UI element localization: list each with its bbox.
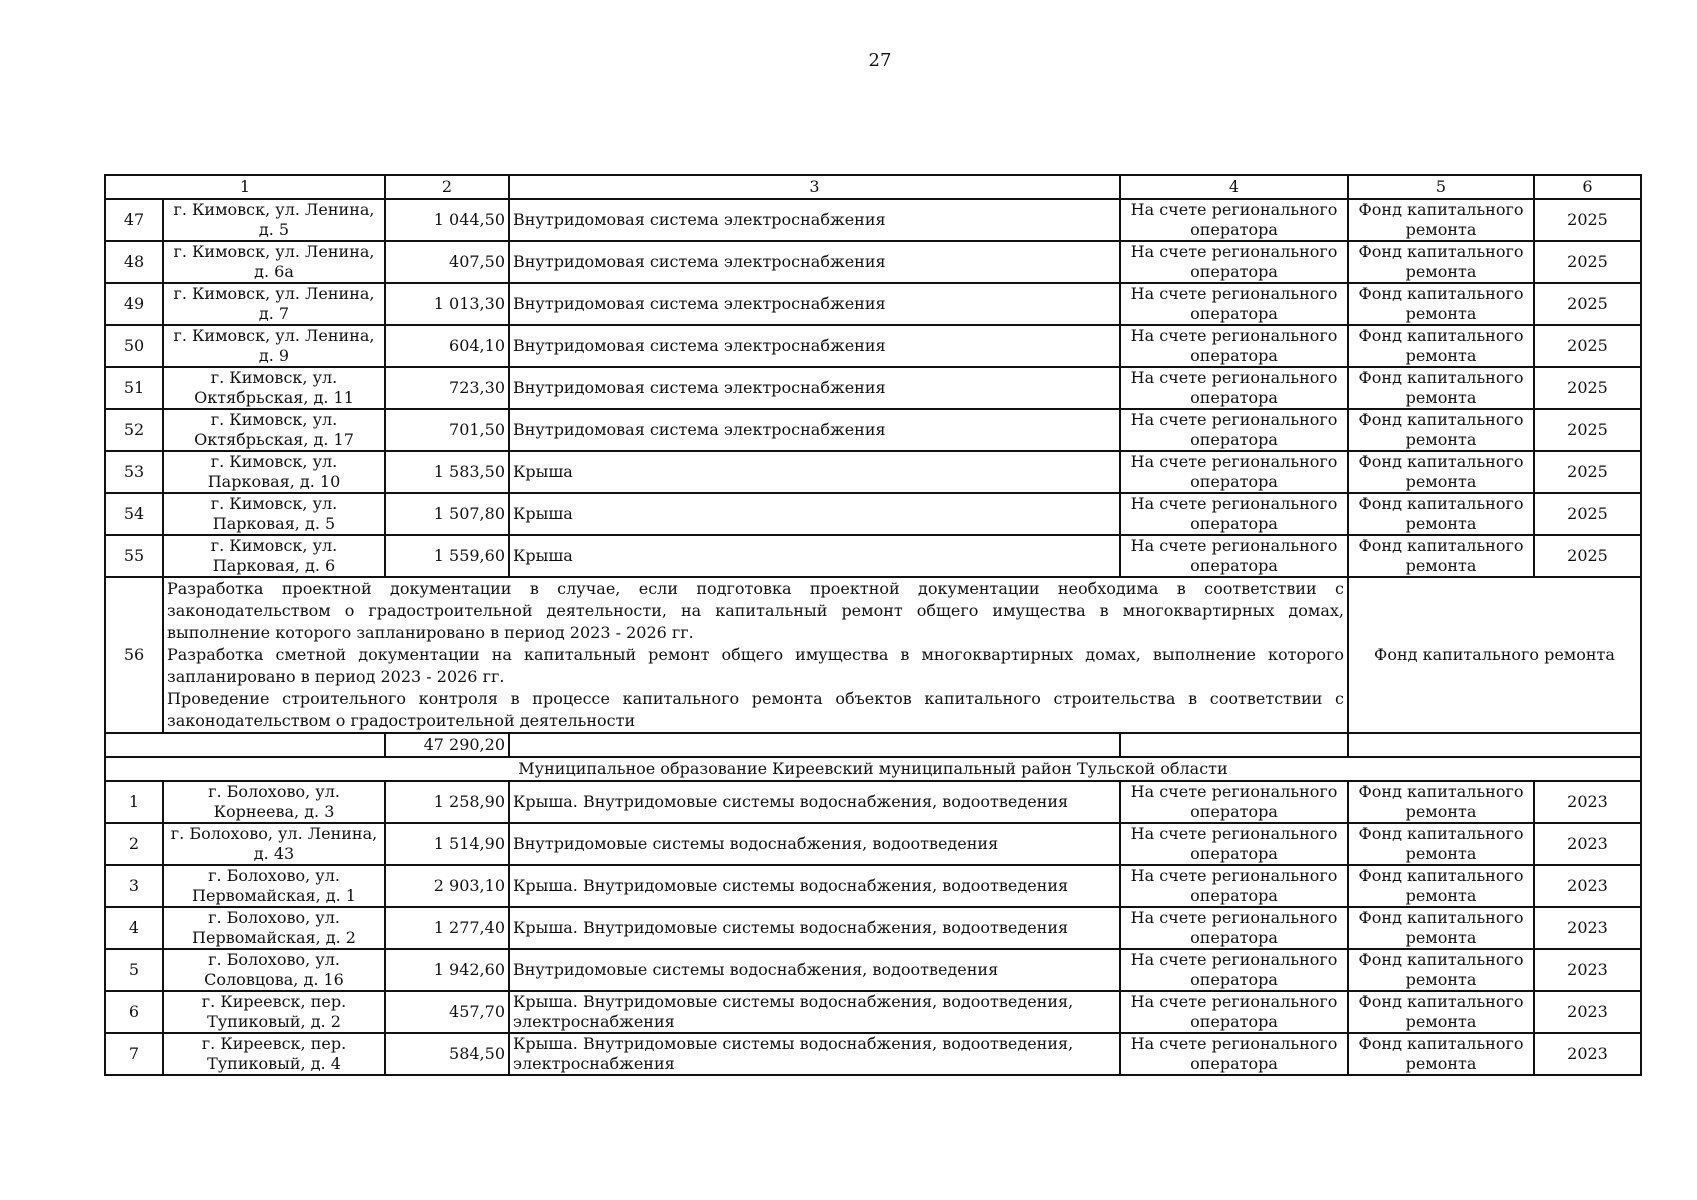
- account-cell: На счете регионального оператора: [1120, 535, 1348, 577]
- year-cell: 2025: [1534, 535, 1641, 577]
- section-title: Муниципальное образование Киреевский муниципальный район Тульской области: [105, 757, 1641, 781]
- header-cell: 4: [1120, 175, 1348, 199]
- funding-source-cell: Фонд капитального ремонта: [1348, 283, 1534, 325]
- funding-source-cell: Фонд капитального ремонта: [1348, 367, 1534, 409]
- table-row: [105, 991, 1641, 1033]
- address-cell: г. Киреевск, пер. Тупиковый, д. 4: [163, 1033, 385, 1075]
- table-row-56: [105, 577, 1641, 733]
- header-cell: 5: [1348, 175, 1534, 199]
- address-cell: г. Кимовск, ул. Октябрьская, д. 17: [163, 409, 385, 451]
- area-cell: 1 277,40: [385, 907, 509, 949]
- table-row: [105, 199, 1641, 241]
- funding-source-cell: Фонд капитального ремонта: [1348, 865, 1534, 907]
- table-row: [105, 409, 1641, 451]
- row-number: 54: [105, 493, 163, 535]
- funding-source-cell: Фонд капитального ремонта: [1348, 451, 1534, 493]
- account-cell: На счете регионального оператора: [1120, 1033, 1348, 1075]
- work-type-cell: Крыша. Внутридомовые системы водоснабжения, водоотведения: [509, 907, 1120, 949]
- header-cell: 2: [385, 175, 509, 199]
- year-cell: 2023: [1534, 991, 1641, 1033]
- work-type-cell: Внутридомовые системы водоснабжения, водоотведения: [509, 949, 1120, 991]
- table-row: [105, 367, 1641, 409]
- row-number: 48: [105, 241, 163, 283]
- work-type-cell: Внутридомовая система электроснабжения: [509, 325, 1120, 367]
- account-cell: На счете регионального оператора: [1120, 199, 1348, 241]
- capital-repair-table: [104, 174, 1642, 1076]
- address-cell: г. Кимовск, ул. Ленина, д. 6а: [163, 241, 385, 283]
- table-row: [105, 283, 1641, 325]
- year-cell: 2025: [1534, 283, 1641, 325]
- table-row: [105, 325, 1641, 367]
- table-body: [105, 175, 1641, 1075]
- account-cell: На счете регионального оператора: [1120, 409, 1348, 451]
- address-cell: г. Болохово, ул. Первомайская, д. 2: [163, 907, 385, 949]
- work-type-cell: Внутридомовая система электроснабжения: [509, 241, 1120, 283]
- funding-source-cell: Фонд капитального ремонта: [1348, 325, 1534, 367]
- address-cell: г. Кимовск, ул. Парковая, д. 10: [163, 451, 385, 493]
- work-type-cell: Крыша: [509, 535, 1120, 577]
- total-row: [105, 733, 1641, 757]
- work-type-cell: Крыша: [509, 493, 1120, 535]
- address-cell: г. Кимовск, ул. Октябрьская, д. 11: [163, 367, 385, 409]
- table-row: [105, 1033, 1641, 1075]
- account-cell: На счете регионального оператора: [1120, 493, 1348, 535]
- total-label-cell: [105, 733, 385, 757]
- year-cell: 2023: [1534, 907, 1641, 949]
- address-cell: г. Кимовск, ул. Ленина, д. 7: [163, 283, 385, 325]
- account-cell: На счете регионального оператора: [1120, 325, 1348, 367]
- funding-source-cell: Фонд капитального ремонта: [1348, 1033, 1534, 1075]
- funding-source: Фонд капитального ремонта: [1348, 577, 1641, 733]
- area-cell: 584,50: [385, 1033, 509, 1075]
- address-cell: г. Киреевск, пер. Тупиковый, д. 2: [163, 991, 385, 1033]
- year-cell: 2023: [1534, 823, 1641, 865]
- row-number: 6: [105, 991, 163, 1033]
- year-cell: 2025: [1534, 493, 1641, 535]
- funding-source-cell: Фонд капитального ремонта: [1348, 409, 1534, 451]
- account-cell: На счете регионального оператора: [1120, 991, 1348, 1033]
- area-cell: 1 559,60: [385, 535, 509, 577]
- work-paragraph: Разработка проектной документации в случае, если подготовка проектной документации необходима в соответствии с законодательством о градостроительной деятельности, на капитальный ремонт общего имущества в многоквартирных домах, выполнение которого запланировано в период 2023 - 2026 гг.: [167, 579, 1344, 642]
- table-row: [105, 535, 1641, 577]
- funding-source-cell: Фонд капитального ремонта: [1348, 991, 1534, 1033]
- work-type-cell: Крыша. Внутридомовые системы водоснабжения, водоотведения, электроснабжения: [509, 991, 1120, 1033]
- account-cell: На счете регионального оператора: [1120, 949, 1348, 991]
- row-number: 50: [105, 325, 163, 367]
- account-cell: На счете регионального оператора: [1120, 823, 1348, 865]
- account-cell: На счете регионального оператора: [1120, 283, 1348, 325]
- row-number: 53: [105, 451, 163, 493]
- row-number: 2: [105, 823, 163, 865]
- funding-source-cell: Фонд капитального ремонта: [1348, 781, 1534, 823]
- empty-cell: [1120, 733, 1348, 757]
- funding-source-cell: Фонд капитального ремонта: [1348, 199, 1534, 241]
- row-number: 3: [105, 865, 163, 907]
- address-cell: г. Болохово, ул. Корнеева, д. 3: [163, 781, 385, 823]
- funding-source-cell: Фонд капитального ремонта: [1348, 535, 1534, 577]
- year-cell: 2025: [1534, 451, 1641, 493]
- area-cell: 1 258,90: [385, 781, 509, 823]
- work-type-cell: Внутридомовая система электроснабжения: [509, 283, 1120, 325]
- area-cell: 701,50: [385, 409, 509, 451]
- work-type-cell: Внутридомовая система электроснабжения: [509, 199, 1120, 241]
- row-number: 47: [105, 199, 163, 241]
- table-row: [105, 781, 1641, 823]
- area-cell: 2 903,10: [385, 865, 509, 907]
- account-cell: На счете регионального оператора: [1120, 241, 1348, 283]
- work-description: [163, 577, 1348, 733]
- total-area: 47 290,20: [385, 733, 509, 757]
- work-paragraph: Проведение строительного контроля в процессе капитального ремонта объектов капитального строительства в соответствии с законодательством о градостроительной деятельности: [167, 689, 1344, 730]
- work-paragraph: Разработка сметной документации на капитальный ремонт общего имущества в многоквартирных домах, выполнение которого запланировано в период 2023 - 2026 гг.: [167, 645, 1344, 686]
- section-row: [105, 757, 1641, 781]
- area-cell: 1 013,30: [385, 283, 509, 325]
- account-cell: На счете регионального оператора: [1120, 451, 1348, 493]
- work-type-cell: Внутридомовая система электроснабжения: [509, 367, 1120, 409]
- address-cell: г. Кимовск, ул. Парковая, д. 6: [163, 535, 385, 577]
- table-row: [105, 241, 1641, 283]
- work-type-cell: Крыша. Внутридомовые системы водоснабжения, водоотведения, электроснабжения: [509, 1033, 1120, 1075]
- table-row: [105, 865, 1641, 907]
- address-cell: г. Кимовск, ул. Ленина, д. 5: [163, 199, 385, 241]
- work-type-cell: Внутридомовые системы водоснабжения, водоотведения: [509, 823, 1120, 865]
- area-cell: 407,50: [385, 241, 509, 283]
- header-cell: 3: [509, 175, 1120, 199]
- row-number: 49: [105, 283, 163, 325]
- table-row: [105, 949, 1641, 991]
- table-row: [105, 451, 1641, 493]
- header-row: [105, 175, 1641, 199]
- area-cell: 1 514,90: [385, 823, 509, 865]
- row-number: 55: [105, 535, 163, 577]
- account-cell: На счете регионального оператора: [1120, 907, 1348, 949]
- empty-cell: [509, 733, 1120, 757]
- table-row: [105, 907, 1641, 949]
- year-cell: 2023: [1534, 1033, 1641, 1075]
- funding-source-cell: Фонд капитального ремонта: [1348, 241, 1534, 283]
- year-cell: 2025: [1534, 199, 1641, 241]
- row-number: 4: [105, 907, 163, 949]
- area-cell: 1 942,60: [385, 949, 509, 991]
- year-cell: 2023: [1534, 949, 1641, 991]
- area-cell: 723,30: [385, 367, 509, 409]
- account-cell: На счете регионального оператора: [1120, 367, 1348, 409]
- header-cell: 1: [105, 175, 385, 199]
- year-cell: 2023: [1534, 865, 1641, 907]
- work-type-cell: Крыша. Внутридомовые системы водоснабжения, водоотведения: [509, 865, 1120, 907]
- account-cell: На счете регионального оператора: [1120, 781, 1348, 823]
- page-number: 27: [868, 50, 892, 71]
- year-cell: 2025: [1534, 241, 1641, 283]
- area-cell: 1 583,50: [385, 451, 509, 493]
- table-row: [105, 823, 1641, 865]
- funding-source-cell: Фонд капитального ремонта: [1348, 949, 1534, 991]
- work-type-cell: Крыша. Внутридомовые системы водоснабжения, водоотведения: [509, 781, 1120, 823]
- funding-source-cell: Фонд капитального ремонта: [1348, 823, 1534, 865]
- row-number: 5: [105, 949, 163, 991]
- row-number: 52: [105, 409, 163, 451]
- year-cell: 2023: [1534, 781, 1641, 823]
- row-number: 7: [105, 1033, 163, 1075]
- area-cell: 457,70: [385, 991, 509, 1033]
- area-cell: 604,10: [385, 325, 509, 367]
- table-row: [105, 493, 1641, 535]
- address-cell: г. Кимовск, ул. Ленина, д. 9: [163, 325, 385, 367]
- year-cell: 2025: [1534, 409, 1641, 451]
- work-type-cell: Крыша: [509, 451, 1120, 493]
- area-cell: 1 044,50: [385, 199, 509, 241]
- address-cell: г. Болохово, ул. Ленина, д. 43: [163, 823, 385, 865]
- year-cell: 2025: [1534, 367, 1641, 409]
- funding-source-cell: Фонд капитального ремонта: [1348, 907, 1534, 949]
- empty-cell: [1348, 733, 1641, 757]
- row-number: 56: [105, 577, 163, 733]
- funding-source-cell: Фонд капитального ремонта: [1348, 493, 1534, 535]
- row-number: 1: [105, 781, 163, 823]
- year-cell: 2025: [1534, 325, 1641, 367]
- header-cell: 6: [1534, 175, 1641, 199]
- work-type-cell: Внутридомовая система электроснабжения: [509, 409, 1120, 451]
- row-number: 51: [105, 367, 163, 409]
- address-cell: г. Болохово, ул. Соловцова, д. 16: [163, 949, 385, 991]
- address-cell: г. Кимовск, ул. Парковая, д. 5: [163, 493, 385, 535]
- area-cell: 1 507,80: [385, 493, 509, 535]
- account-cell: На счете регионального оператора: [1120, 865, 1348, 907]
- address-cell: г. Болохово, ул. Первомайская, д. 1: [163, 865, 385, 907]
